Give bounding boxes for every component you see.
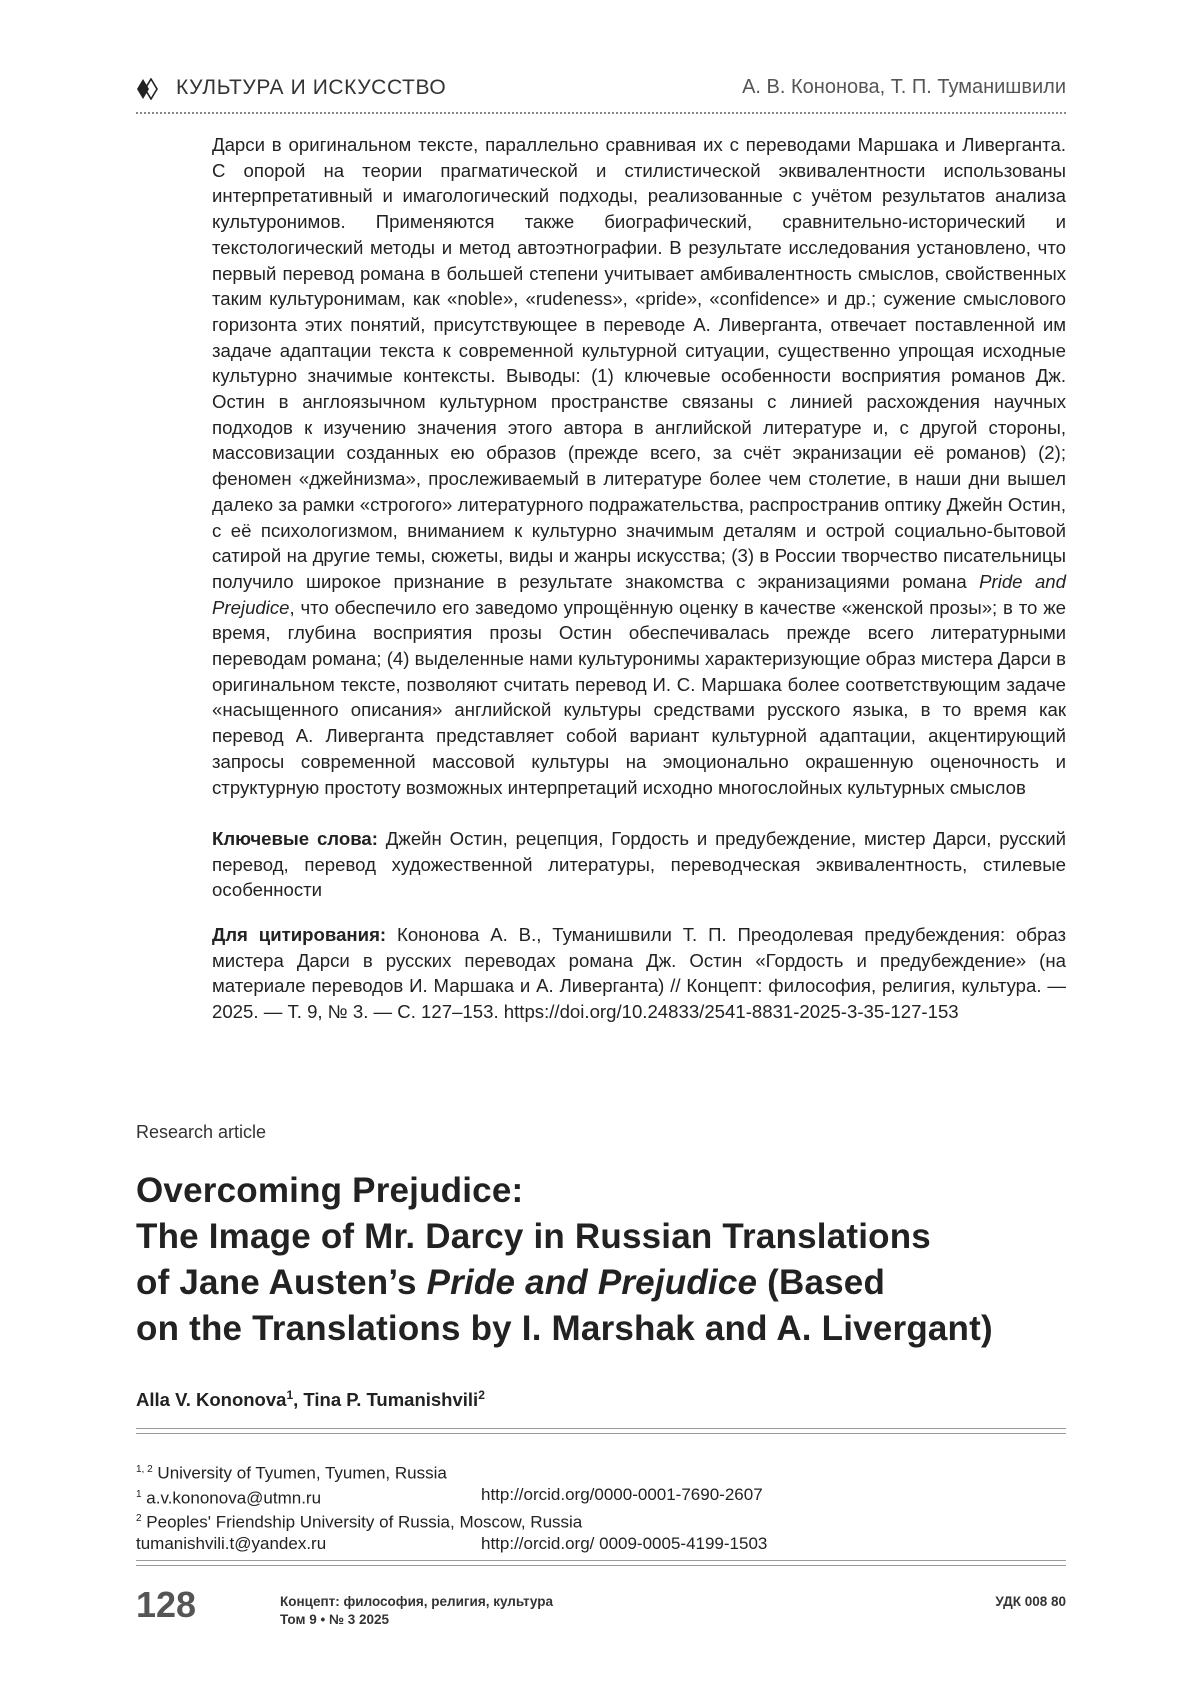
author-1: Alla V. Kononova bbox=[136, 1389, 287, 1411]
contact-1: $^1$ a.v.kononova@utmn.ru http://orcid.org/0000-0001-7690-2607 bbox=[136, 1484, 763, 1508]
authors-divider bbox=[136, 1428, 1066, 1434]
udk-code: УДК 008 80 bbox=[995, 1594, 1066, 1609]
citation-label: Для цитирования: bbox=[212, 924, 387, 945]
abstract bbox=[212, 132, 1066, 800]
page-number: 128 bbox=[136, 1584, 197, 1625]
affiliations bbox=[136, 1458, 1066, 1556]
affiliation-1: $^{1, 2}$ University of Tyumen, Tyumen, Russia bbox=[136, 1463, 447, 1483]
orcid-link[interactable]: http://orcid.org/0000-0001-7690-2607 bbox=[481, 1484, 763, 1504]
contact-2 bbox=[136, 1532, 1066, 1557]
affiliation-2: $^2$ Peoples' Friendship University of Russia, Moscow, Russia bbox=[136, 1512, 583, 1532]
keywords-text: Джейн Остин, рецепция, Гордость и предубеждение, мистер Дарси, русский перевод, перевод художественной литературы, переводческая эквивалентность, стилевые особенности bbox=[212, 828, 1066, 901]
orcid-link[interactable]: http://orcid.org/ 0009-0005-4199-1503 bbox=[481, 1533, 768, 1553]
email-link[interactable]: a.v.kononova@utmn.ru bbox=[141, 1488, 322, 1508]
page-footer bbox=[136, 1584, 1066, 1634]
journal-title: Концепт: философия, религия, культура bbox=[280, 1594, 554, 1609]
citation bbox=[212, 922, 1066, 1025]
article-type: Research article bbox=[136, 1122, 267, 1142]
abstract-text: Дарси в оригинальном тексте, параллельно сравнивая их с переводами Маршака и Ливерганта. С опорой на теории прагматической и стилистической эквивалентности использованы интерпретативный и имагологический подходы, реализованные с учётом результатов анализа культуронимов. Применяются также биографический, сравнительно-исторический и текстологический методы и метод автоэтнографии. В результате исследования установлено, что первый перевод романа в большей степени учитывает амбивалентность смыслов, свойственных таким культуронимам, как «noble», «rudeness», «pride», «confidence» и др.; сужение смыслового горизонта этих понятий, присутствующее в переводе А. Ливерганта, отвечает поставленной им задаче адаптации текста к современной культурной ситуации, существенно упрощая исходные культурно значимые контексты. Выводы: (1) ключевые особенности восприятия романов Дж. Остин в англоязычном культурном пространстве связаны с линией расхождения научных подходов к изучению значения этого автора в английской литературе и, с другой стороны, массовизации созданных ею образов (прежде всего, за счёт экранизации её романов) (2); феномен «джейнизма», прослеживаемый в литературе более чем столетие, в наши дни вышел далеко за рамки «строгого» литературного подражательства, распространив оптику Джейн Остин, с её психологизмом, вниманием к культурно значимым деталям и острой социально-бытовой сатирой на другие темы, сюжеты, виды и жанры искусства; (3) в России творчество писательницы получило широкое признание в результате знакомства с экранизациями романа Pride and Prejudice, что обеспечило его заведомо упрощённую оценку в качестве «женской прозы»; в то же время, глубина восприятия прозы Остин обеспечивалась прежде всего литературными переводам романа; (4) выделенные нами культуронимы характеризующие образ мистера Дарси в оригинальном тексте, позволяют считать перевод И. С. Маршака более соответствующим задаче «насыщенного описания» английской культуры средствами русского языка, в то время как перевод А. Ливерганта представляет собой вариант культурной адаптации, акцентирующий запросы современной массовой культуры на эмоционально окрашенную оценочность и структурную простоту возможных интерпретаций исходно многослойных культурных смыслов bbox=[212, 134, 1066, 798]
author-2: Tina P. Tumanishvili bbox=[303, 1389, 479, 1411]
author-list: Alla V. Kononova$^1$, Tina P. Tumanishvili$^2$ bbox=[136, 1388, 485, 1411]
title-line-3: of Jane Austen’s Pride and Prejudice (Based bbox=[136, 1263, 886, 1302]
footer-divider bbox=[136, 1560, 1066, 1566]
running-header bbox=[136, 72, 1066, 106]
email-link[interactable]: tumanishvili.t@yandex.ru bbox=[136, 1533, 327, 1553]
citation-text: Кононова А. В., Туманишвили Т. П. Преодолевая предубеждения: образ мистера Дарси в русских переводах романа Дж. Остин «Гордость и предубеждение» (на материале переводов И. Маршака и А. Ливерганта) // Концепт: философия, религия, культура. — 2025. — Т. 9, № 3. — С. 127–153. https://doi.org/10.24833/2541-8831-2025-3-35-127-153 bbox=[212, 924, 1067, 1023]
title-line-4: on the Translations by I. Marshak and A. Livergant) bbox=[136, 1309, 993, 1348]
title-line-1: Overcoming Prejudice: bbox=[136, 1171, 524, 1210]
keywords bbox=[212, 826, 1066, 903]
journal-volume: Том 9 • № 3 2025 bbox=[280, 1612, 390, 1627]
keywords-label: Ключевые слова: bbox=[212, 828, 378, 849]
title-line-2: The Image of Mr. Darcy in Russian Translations bbox=[136, 1217, 931, 1256]
article-title bbox=[136, 1168, 1036, 1352]
header-divider bbox=[136, 112, 1066, 114]
title-italic: Pride and Prejudice bbox=[426, 1263, 758, 1302]
running-authors: А. В. Кононова, Т. П. Туманишвили bbox=[742, 76, 1066, 98]
section-title: КУЛЬТУРА И ИСКУССТВО bbox=[176, 76, 447, 99]
diamond-icon bbox=[136, 78, 158, 100]
abstract-italic-title: Pride and Prejudice bbox=[212, 570, 1066, 618]
